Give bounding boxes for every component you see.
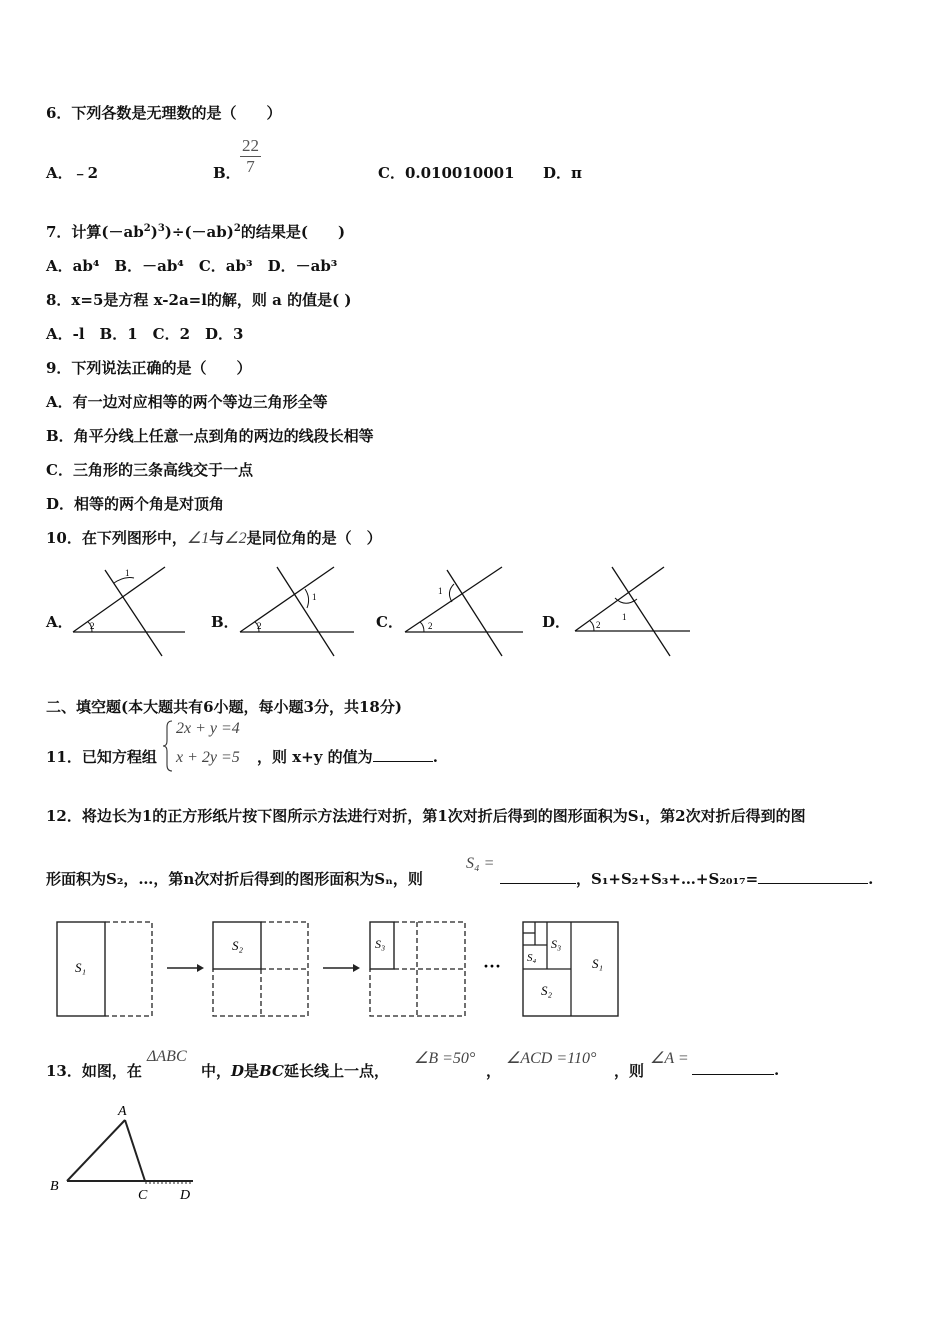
q10-figure-b [237,562,362,662]
label-s4: S₄ [527,952,537,964]
q13-triangle: ΔABC [147,1048,187,1065]
label-s3: S₃ [375,937,386,951]
q11-equation-2: x + 2y =5 [176,749,240,766]
q13-comma: ， [486,1062,502,1080]
q13-prefix: 13．如图，在 [46,1062,142,1080]
q13-mid4: ，则 [614,1062,645,1080]
q12-line-2 [46,868,423,889]
q7-stem [46,221,345,242]
q12-s4: S₄ = [466,855,495,872]
q12-sum-label: ，S₁+S₂+S₃+…+S₂₀₁₇= [576,870,759,888]
q13-bc: BC [259,1062,284,1080]
angle-mark-1: 1 [438,586,443,596]
label-s1: S₁ [75,960,87,975]
q7-stem-prefix: 7．计算(－ab [46,223,144,241]
q13-mid3: 延长线上一点， [283,1062,389,1080]
fraction-numerator: 22 [242,136,259,155]
angle-mark-1: 1 [622,612,627,622]
q7-exp: 2 [143,223,151,234]
ellipsis-dots: ··· [483,956,502,976]
q13-angle-b: ∠B =50° [414,1050,476,1067]
q6-option-b-fraction [240,136,261,177]
q10-label-c: C． [376,613,403,631]
q9-option-c: C．三角形的三条高线交于一点 [46,461,253,479]
angle-mark-2: 2 [596,620,601,630]
answer-blank [758,869,868,884]
section-2-title: 二、填空题(本大题共有6小题，每小题3分，共18分) [46,698,402,716]
point-d: D [180,1188,191,1203]
brace-icon [162,719,174,773]
angle-mark-2: 2 [428,621,433,631]
label-s2: S₂ [541,983,553,998]
point-c: C [138,1188,148,1203]
q13-d: D [231,1062,245,1080]
angle-mark-2: 2 [90,621,95,631]
q7-stem-mid: )÷(－ab) [164,223,234,241]
q6-option-b-label: B． [213,164,241,182]
q13-angle-acd: ∠ACD =110° [506,1050,597,1067]
fraction-denominator: 7 [246,157,255,176]
q10-figure-c [402,562,527,662]
q10-figure-d [572,562,697,662]
q7-stem-suffix: 的结果是( ) [240,223,346,241]
angle-2: ∠2 [224,530,247,547]
answer-blank [373,747,433,762]
q13-triangle-figure [45,1100,215,1210]
angle-mark-1: 1 [312,592,317,602]
q6-option-a: A．﹣2 [46,164,99,182]
q11-suffix [257,746,438,767]
q10-figure-a [70,562,195,662]
q6-stem: 6．下列各数是无理数的是（ ） [46,104,282,122]
q10-label-d: D． [542,613,571,631]
label-s1: S₁ [592,956,604,971]
angle-mark-1: 1 [125,568,130,578]
q13-angle-a: ∠A = [650,1050,689,1067]
q10-and: 与 [209,529,225,547]
q8-stem: 8．x=5是方程 x-2a=l的解，则 a 的值是( ) [46,291,352,309]
q12-tail [500,868,873,889]
answer-blank [692,1060,774,1075]
point-a: A [118,1104,127,1119]
q7-options: A．ab⁴ B．－ab⁴ C．ab³ D．－ab³ [46,257,338,275]
q6-option-c: C．0.010010001 [378,164,515,182]
q11-suffix-text: ，则 x+y 的值为 [257,748,373,766]
q13-mid2: 是 [244,1062,260,1080]
q10-stem [46,527,382,548]
q12-folding-figure [55,918,625,1022]
q13-mid [201,1060,389,1081]
q11-equation-1: 2x + y =4 [176,720,240,737]
q10-label-a: A． [46,613,73,631]
q9-option-d: D．相等的两个角是对顶角 [46,495,225,513]
q9-stem: 9．下列说法正确的是（ ） [46,359,252,377]
q7-exp: 3 [157,223,165,234]
q12-line-2-prefix: 形面积为S₂，…，第n次对折后得到的图形面积为Sₙ，则 [46,870,423,888]
q12-end: . [868,870,874,888]
q11-prefix: 11．已知方程组 [46,748,157,766]
q7-paren: ) [150,223,158,241]
q12-line-1: 12．将边长为1的正方形纸片按下图所示方法进行对折，第1次对折后得到的图形面积为S₁，第2次对折后得到的图 [46,807,806,825]
q13-mid1: 中， [201,1062,232,1080]
q13-tail [692,1060,779,1079]
q10-stem-suffix: 是同位角的是（ ） [246,529,382,547]
q7-exp: 2 [233,223,241,234]
angle-mark-2: 2 [257,621,262,631]
q13-end: . [774,1061,780,1079]
q8-options: A．-l B．1 C．2 D．3 [46,325,244,343]
answer-blank [500,869,576,884]
label-s2: S₂ [232,938,244,953]
q9-option-b: B．角平分线上任意一点到角的两边的线段长相等 [46,427,374,445]
q11-end: . [432,748,438,766]
point-b: B [50,1179,59,1194]
q6-option-d: D．π [543,164,582,182]
q9-option-a: A．有一边对应相等的两个等边三角形全等 [46,393,328,411]
q10-stem-prefix: 10．在下列图形中， [46,529,187,547]
label-s3: S₃ [551,937,562,951]
q10-label-b: B． [211,613,239,631]
angle-1: ∠1 [186,530,210,547]
